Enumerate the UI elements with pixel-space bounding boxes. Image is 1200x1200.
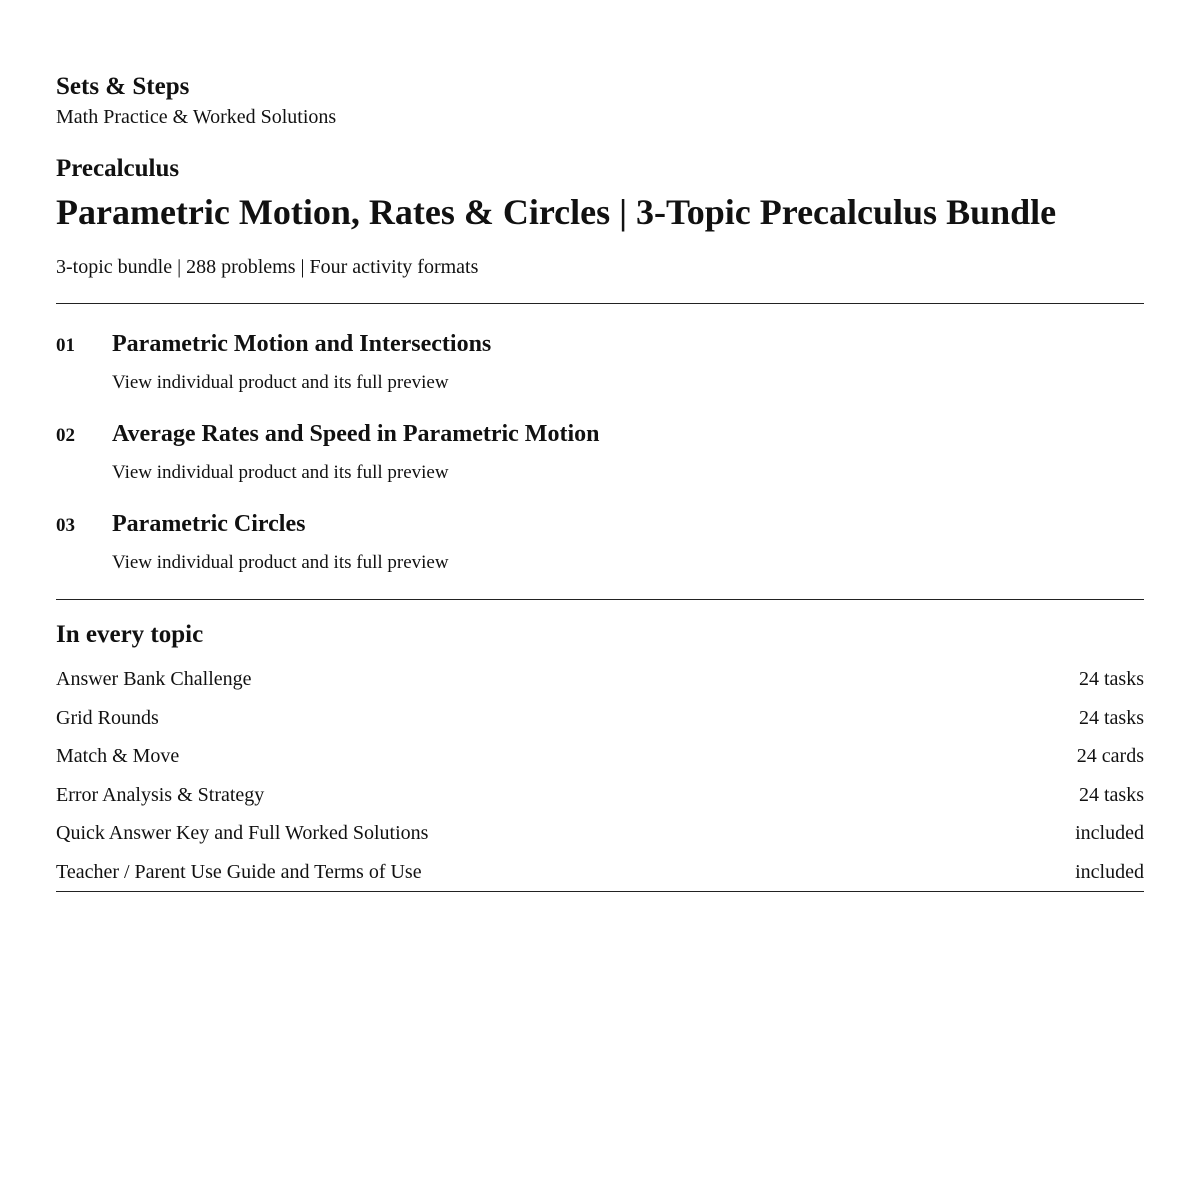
topic-number: 01 bbox=[56, 335, 75, 356]
divider-bottom bbox=[56, 891, 1144, 892]
feature-row bbox=[56, 660, 1144, 699]
topic-item-3 bbox=[56, 509, 1144, 575]
every-topic-section bbox=[56, 620, 1144, 891]
topic-title: Parametric Circles bbox=[112, 511, 306, 537]
page-title: Parametric Motion, Rates & Circles | 3-Topic Precalculus Bundle bbox=[56, 192, 1057, 232]
feature-value: included bbox=[1075, 822, 1144, 844]
feature-value: 24 tasks bbox=[1079, 668, 1144, 690]
divider-middle bbox=[56, 599, 1144, 600]
feature-label: Match & Move bbox=[56, 745, 180, 767]
every-topic-heading: In every topic bbox=[56, 621, 204, 648]
topic-preview-link[interactable]: View individual product and its full preview bbox=[112, 462, 449, 483]
feature-label: Error Analysis & Strategy bbox=[56, 783, 265, 806]
topic-title: Average Rates and Speed in Parametric Motion bbox=[112, 421, 600, 447]
feature-value: 24 tasks bbox=[1079, 783, 1144, 806]
feature-value: 24 tasks bbox=[1079, 706, 1144, 729]
feature-value: included bbox=[1075, 860, 1144, 883]
feature-row bbox=[56, 776, 1144, 815]
feature-list bbox=[56, 660, 1144, 891]
bundle-meta: 3-topic bundle | 288 problems | Four activity formats bbox=[56, 256, 479, 278]
feature-row bbox=[56, 814, 1144, 853]
feature-label: Quick Answer Key and Full Worked Solutions bbox=[56, 822, 429, 844]
topic-list bbox=[56, 304, 1144, 575]
brand-tagline: Math Practice & Worked Solutions bbox=[56, 106, 337, 128]
topic-number: 03 bbox=[56, 515, 75, 536]
topic-number: 02 bbox=[56, 425, 75, 446]
feature-label: Answer Bank Challenge bbox=[56, 668, 252, 690]
topic-title: Parametric Motion and Intersections bbox=[112, 331, 492, 357]
feature-value: 24 cards bbox=[1076, 745, 1144, 767]
feature-label: Teacher / Parent Use Guide and Terms of Use bbox=[56, 860, 422, 883]
feature-row bbox=[56, 853, 1144, 892]
topic-preview-link[interactable]: View individual product and its full preview bbox=[112, 372, 449, 393]
topic-preview-link[interactable]: View individual product and its full preview bbox=[112, 552, 449, 573]
brand-name: Sets & Steps bbox=[56, 73, 190, 100]
product-page bbox=[56, 0, 1144, 892]
feature-row bbox=[56, 737, 1144, 776]
brand-header bbox=[56, 72, 1144, 130]
feature-label: Grid Rounds bbox=[56, 706, 159, 729]
topic-body bbox=[112, 329, 1144, 395]
feature-row bbox=[56, 699, 1144, 738]
topic-body bbox=[112, 509, 1144, 575]
topic-item-2 bbox=[56, 419, 1144, 485]
topic-body bbox=[112, 419, 1144, 485]
subject-label: Precalculus bbox=[56, 155, 180, 182]
topic-item-1 bbox=[56, 329, 1144, 395]
